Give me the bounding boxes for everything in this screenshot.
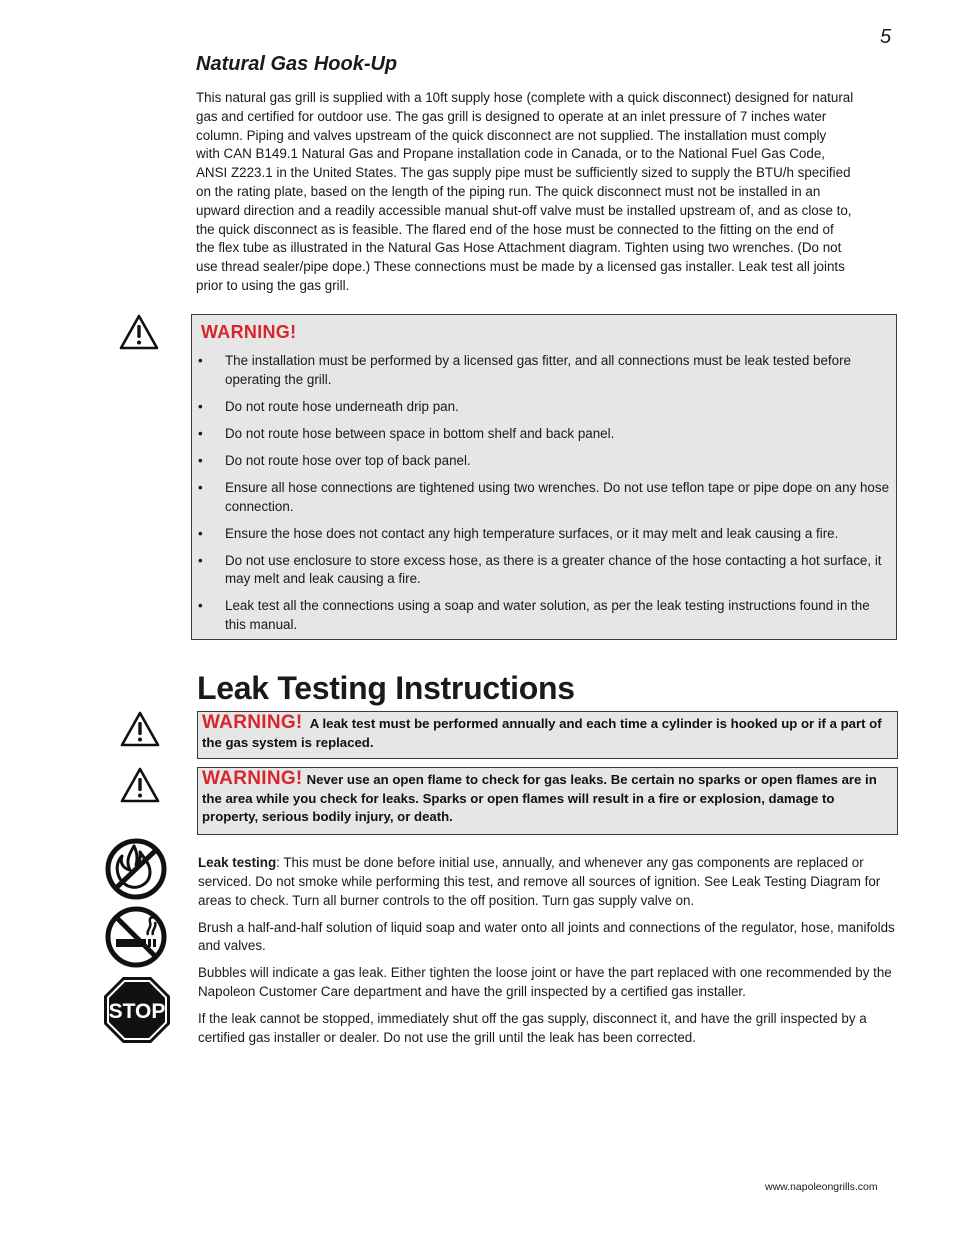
bullet: • xyxy=(198,425,203,441)
paragraph-leak-testing xyxy=(198,854,898,910)
leak-testing-label: Leak testing xyxy=(198,855,277,870)
warning-title: WARNING! xyxy=(202,768,303,789)
warning-box-installation xyxy=(191,314,897,640)
warning-item-text: Do not route hose over top of back panel. xyxy=(225,452,471,468)
intro-paragraph xyxy=(196,89,898,296)
warning-item xyxy=(197,352,892,390)
warning-text: A leak test must be performed annually and each time a cylinder is hooked up or if a part of the gas system is replaced. xyxy=(202,716,882,750)
warning-title: WARNING! xyxy=(202,712,303,733)
warning-triangle-icon xyxy=(120,767,160,803)
leak-testing-heading: Leak Testing Instructions xyxy=(197,670,575,706)
warning-item xyxy=(197,398,892,417)
intro-line: prior to using the gas grill. xyxy=(196,277,350,293)
stop-sign-label: STOP xyxy=(108,1000,166,1023)
warning-triangle-icon xyxy=(120,711,160,747)
bullet: • xyxy=(198,398,203,414)
no-smoking-icon xyxy=(104,904,168,970)
bullet: • xyxy=(198,525,203,541)
bullet: • xyxy=(198,353,203,368)
warning-text: Never use an open flame to check for gas leaks. Be certain no sparks or open flames are in the area while you check for leaks. Sparks or open flames will result in a fire or explosion, damage to property, serious bodily injury, or death. xyxy=(202,772,877,825)
warning-item xyxy=(197,452,892,471)
warning-item-text: Leak test all the connections using a soap and water solution, as per the leak testing instructions found in the this manual. xyxy=(225,598,870,633)
page-number: 5 xyxy=(880,26,892,48)
warning-item xyxy=(197,552,892,590)
paragraph-bubbles: Bubbles will indicate a gas leak. Either tighten the loose joint or have the part replaced with one recommended by the Napoleon Customer Care department and have the grill inspected by a certified gas installer. xyxy=(198,965,892,1000)
warning-item xyxy=(197,425,892,444)
intro-line: gas and certified for outdoor use. The gas grill is designed to operate at an inlet pressure of 7 inches water xyxy=(196,108,827,124)
footer-url: www.napoleongrills.com xyxy=(765,1181,878,1193)
warning-item xyxy=(197,597,892,635)
bullet: • xyxy=(198,598,203,614)
intro-line: the flex tube as illustrated in the Natural Gas Hose Attachment diagram. Tighten using two wrenches. (Do not xyxy=(196,240,842,256)
stop-sign-icon xyxy=(103,976,171,1044)
paragraph-text: : This must be done before initial use, annually, and whenever any gas components are replaced or serviced. Do not smoke while performing this test, and remove all sources of ignition. See Leak Testing Diagram for areas to check. Turn all burner controls to the off position. Turn gas supply valve on. xyxy=(198,855,881,908)
intro-line: column. Piping and valves upstream of the quick disconnect are not supplied. The installation must comply xyxy=(196,127,827,143)
bullet: • xyxy=(198,452,203,468)
intro-line: This natural gas grill is supplied with a 10ft supply hose (complete with a quick disconnect) designed for natural xyxy=(196,90,854,105)
warning-item-text: Do not use enclosure to store excess hose, as there is a greater chance of the hose contacting a hot surface, it may melt and leak causing a fire. xyxy=(225,552,882,587)
warning-item-text: Do not route hose underneath drip pan. xyxy=(225,398,459,414)
no-flame-icon xyxy=(104,836,168,902)
intro-line: the quick disconnect as is feasible. The flared end of the hose must be connected to the fitting on the end of xyxy=(196,221,834,237)
leak-testing-body xyxy=(198,854,898,1056)
warning-triangle-icon xyxy=(119,314,159,350)
warning-item-text: The installation must be performed by a licensed gas fitter, and all connections must be leak tested before operating the grill. xyxy=(225,353,851,387)
warning-text-block xyxy=(202,714,892,752)
section-title: Natural Gas Hook-Up xyxy=(196,53,398,75)
intro-line: on the rating plate, based on the length of the piping run. The quick disconnect must not be installed in an xyxy=(196,183,821,199)
warning-list xyxy=(197,352,892,643)
intro-line: use thread sealer/pipe dope.) These connections must be made by a licensed gas installer. Leak test all joints xyxy=(196,259,845,275)
intro-line: with CAN B149.1 Natural Gas and Propane installation code in Canada, or to the National Fuel Gas Code, xyxy=(196,146,825,162)
warning-item-text: Ensure all hose connections are tightened using two wrenches. Do not use teflon tape or pipe dope on any hose connection. xyxy=(225,479,890,514)
warning-title: WARNING! xyxy=(201,322,297,342)
intro-line: upward direction and a readily accessible manual shut-off valve must be installed upstream of, and as close to, xyxy=(196,202,852,218)
warning-box-annual-test xyxy=(197,711,898,759)
bullet: • xyxy=(198,479,203,495)
intro-line: ANSI Z223.1 in the United States. The gas supply pipe must be sufficiently sized to supply the BTU/h specified xyxy=(196,165,851,181)
warning-text-block xyxy=(202,770,892,827)
bullet: • xyxy=(198,552,203,568)
warning-box-open-flame xyxy=(197,767,898,835)
warning-item-text: Do not route hose between space in bottom shelf and back panel. xyxy=(225,425,615,441)
warning-item xyxy=(197,479,892,517)
paragraph-brush: Brush a half-and-half solution of liquid soap and water onto all joints and connections of the regulator, hose, manifolds and valves. xyxy=(198,919,895,954)
paragraph-leak-stop: If the leak cannot be stopped, immediately shut off the gas supply, disconnect it, and have the grill inspected by a certified gas installer or dealer. Do not use the grill until the leak has been corrected. xyxy=(198,1011,867,1045)
warning-item-text: Ensure the hose does not contact any high temperature surfaces, or it may melt and leak causing a fire. xyxy=(225,525,839,541)
warning-item xyxy=(197,525,892,544)
